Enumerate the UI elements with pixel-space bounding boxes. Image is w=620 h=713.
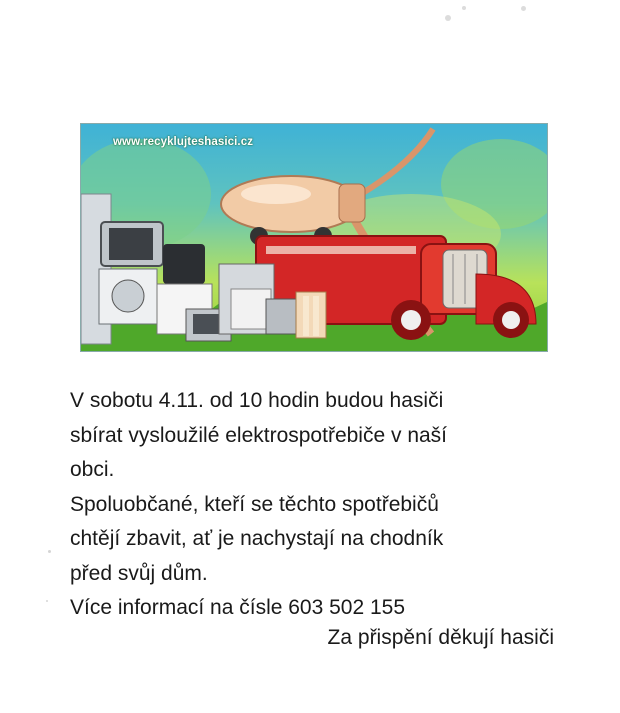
scan-speck — [445, 15, 451, 21]
notice-line: chtějí zbavit, ať je nachystají na chodník — [70, 527, 444, 550]
recycling-banner-image — [80, 123, 548, 352]
banner-url: www.recyklujteshasici.cz — [113, 136, 254, 148]
scan-speck — [48, 550, 51, 553]
notice-line: Více informací na čísle 603 502 155 — [70, 596, 406, 619]
notice-line: před svůj dům. — [70, 561, 208, 585]
scan-speck — [462, 6, 466, 10]
banner-illustration — [81, 124, 547, 351]
notice-line: obci. — [70, 458, 115, 481]
notice-line: sbírat vysloužilé elektrospotřebiče v naší — [70, 423, 448, 447]
scan-speck — [46, 600, 48, 602]
scan-speck — [521, 6, 526, 11]
signoff: Za přispění děkují hasiči — [327, 626, 554, 649]
notice-text — [70, 384, 570, 626]
notice-line: Spoluobčané, kteří se těchto spotřebičů — [70, 492, 439, 516]
notice-line: V sobotu 4.11. od 10 hodin budou hasiči — [70, 389, 444, 412]
